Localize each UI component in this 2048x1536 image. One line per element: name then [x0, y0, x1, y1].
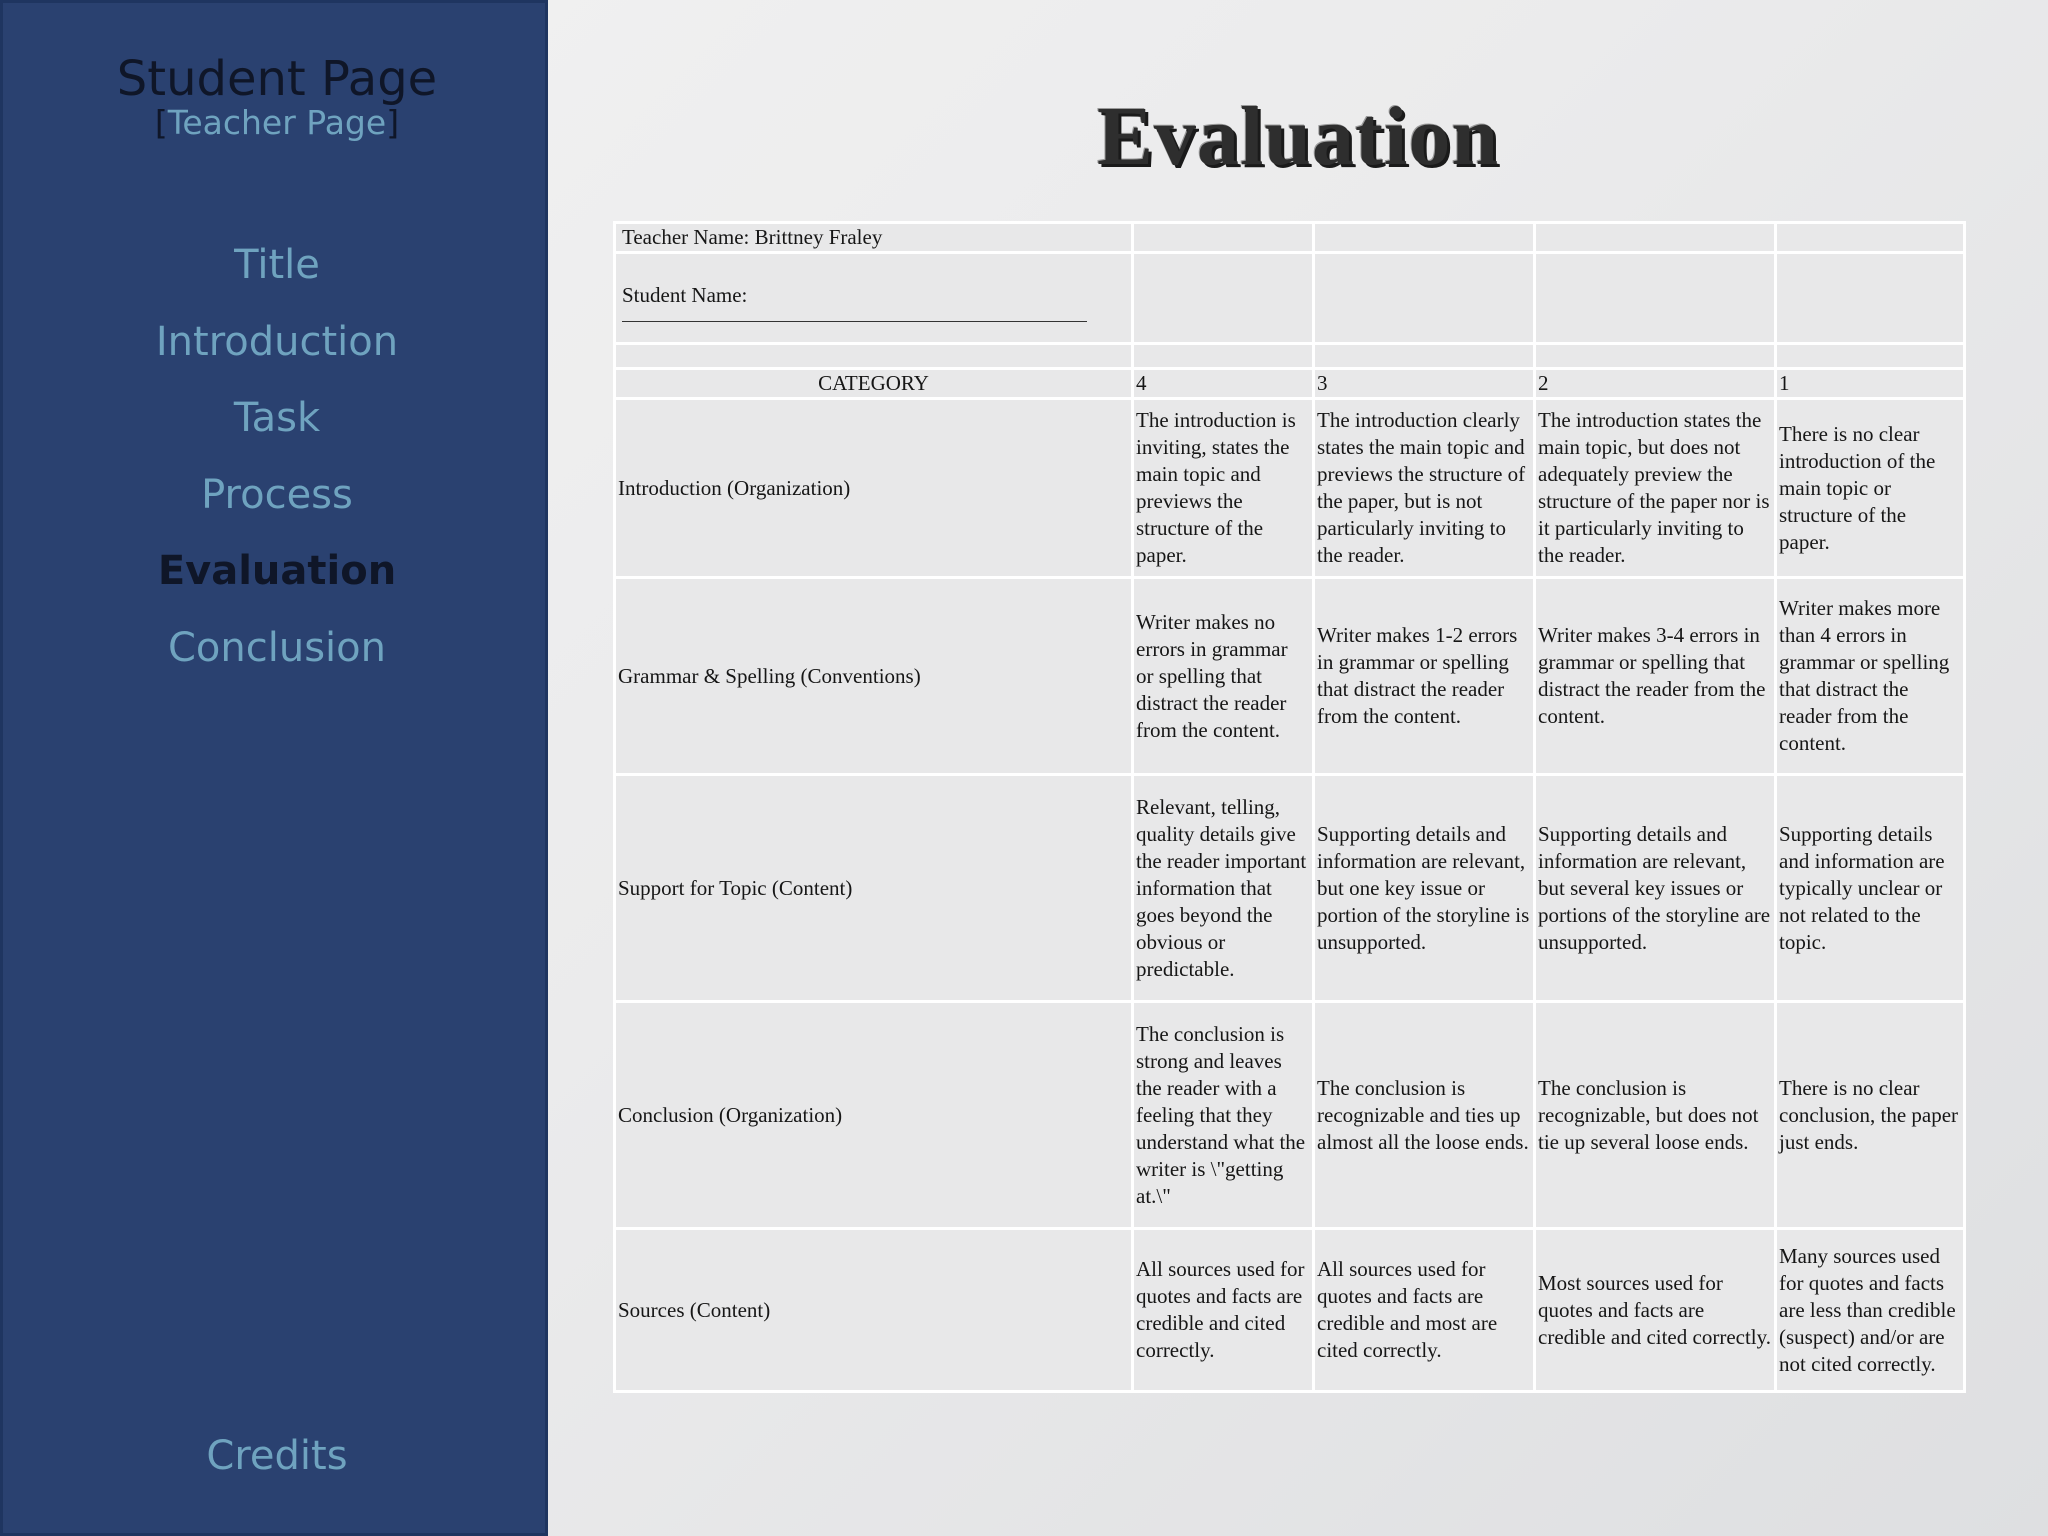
nav-item-task[interactable]: Task: [233, 395, 321, 441]
main-nav: [3, 233, 551, 692]
category-cell: Grammar & Spelling (Conventions): [615, 578, 1133, 775]
nav-item-title[interactable]: Title: [234, 242, 320, 288]
score-cell: Supporting details and information are typically unclear or not related to the topic.: [1776, 775, 1965, 1002]
column-header-2: 2: [1535, 369, 1776, 399]
score-cell: Writer makes 3-4 errors in grammar or spelling that distract the reader from the content.: [1535, 578, 1776, 775]
table-row: [615, 1229, 1965, 1392]
score-cell: The conclusion is recognizable, but does not tie up several loose ends.: [1535, 1002, 1776, 1229]
student-name-cell: [615, 253, 1133, 344]
nav-item-evaluation[interactable]: Evaluation: [157, 548, 397, 594]
category-cell: Support for Topic (Content): [615, 775, 1133, 1002]
score-cell: The conclusion is strong and leaves the reader with a feeling that they understand what the writer is \"getting at.\": [1133, 1002, 1314, 1229]
nav-item-conclusion[interactable]: Conclusion: [168, 624, 386, 671]
spacer-row: [615, 344, 1965, 369]
score-cell: Supporting details and information are relevant, but several key issues or portions of the storyline are unsupported.: [1535, 775, 1776, 1002]
credits-link[interactable]: Credits: [206, 1433, 348, 1479]
page-title: Evaluation: [1096, 90, 1500, 183]
score-cell: Writer makes 1-2 errors in grammar or spelling that distract the reader from the content.: [1314, 578, 1535, 775]
score-cell: Most sources used for quotes and facts are credible and cited correctly.: [1535, 1229, 1776, 1392]
column-header-category: CATEGORY: [615, 369, 1133, 399]
table-row: [615, 775, 1965, 1002]
score-cell: All sources used for quotes and facts are credible and most are cited correctly.: [1314, 1229, 1535, 1392]
site-title: Student Page: [116, 51, 438, 107]
score-cell: All sources used for quotes and facts are credible and cited correctly.: [1133, 1229, 1314, 1392]
table-row: [615, 578, 1965, 775]
score-cell: There is no clear conclusion, the paper just ends.: [1776, 1002, 1965, 1229]
teacher-page-link[interactable]: Teacher Page: [167, 103, 387, 142]
column-header-1: 1: [1776, 369, 1965, 399]
score-cell: The introduction clearly states the main topic and previews the structure of the paper, but is not particularly inviting to the reader.: [1314, 399, 1535, 578]
score-cell: The conclusion is recognizable and ties up almost all the loose ends.: [1314, 1002, 1535, 1229]
score-cell: Writer makes no errors in grammar or spelling that distract the reader from the content.: [1133, 578, 1314, 775]
category-cell: Conclusion (Organization): [615, 1002, 1133, 1229]
column-header-4: 4: [1133, 369, 1314, 399]
sidebar: [0, 0, 548, 1536]
score-cell: The introduction states the main topic, but does not adequately preview the structure of the paper nor is it particularly inviting to the reader.: [1535, 399, 1776, 578]
category-cell: Introduction (Organization): [615, 399, 1133, 578]
rubric-table: [613, 221, 1966, 1393]
column-header-3: 3: [1314, 369, 1535, 399]
nav-item-process[interactable]: Process: [201, 471, 353, 518]
table-row: [615, 399, 1965, 578]
student-name-label: Student Name:: [622, 283, 748, 307]
nav-item-introduction[interactable]: Introduction: [155, 318, 399, 365]
score-cell: There is no clear introduction of the main topic or structure of the paper.: [1776, 399, 1965, 578]
header-row: [615, 369, 1965, 399]
score-cell: Many sources used for quotes and facts are less than credible (suspect) and/or are not cited correctly.: [1776, 1229, 1965, 1392]
student-name-row: [615, 253, 1965, 344]
score-cell: Relevant, telling, quality details give the reader important information that goes beyond the obvious or predictable.: [1133, 775, 1314, 1002]
category-cell: Sources (Content): [615, 1229, 1133, 1392]
score-cell: The introduction is inviting, states the main topic and previews the structure of the paper.: [1133, 399, 1314, 578]
teacher-name: Teacher Name: Brittney Fraley: [615, 223, 1133, 253]
table-row: [615, 1002, 1965, 1229]
teacher-link-wrapper: [Teacher Page]: [154, 103, 400, 142]
score-cell: Supporting details and information are relevant, but one key issue or portion of the storyline is unsupported.: [1314, 775, 1535, 1002]
student-name-line: [622, 309, 1087, 322]
teacher-name-row: [615, 223, 1965, 253]
score-cell: Writer makes more than 4 errors in grammar or spelling that distract the reader from the content.: [1776, 578, 1965, 775]
